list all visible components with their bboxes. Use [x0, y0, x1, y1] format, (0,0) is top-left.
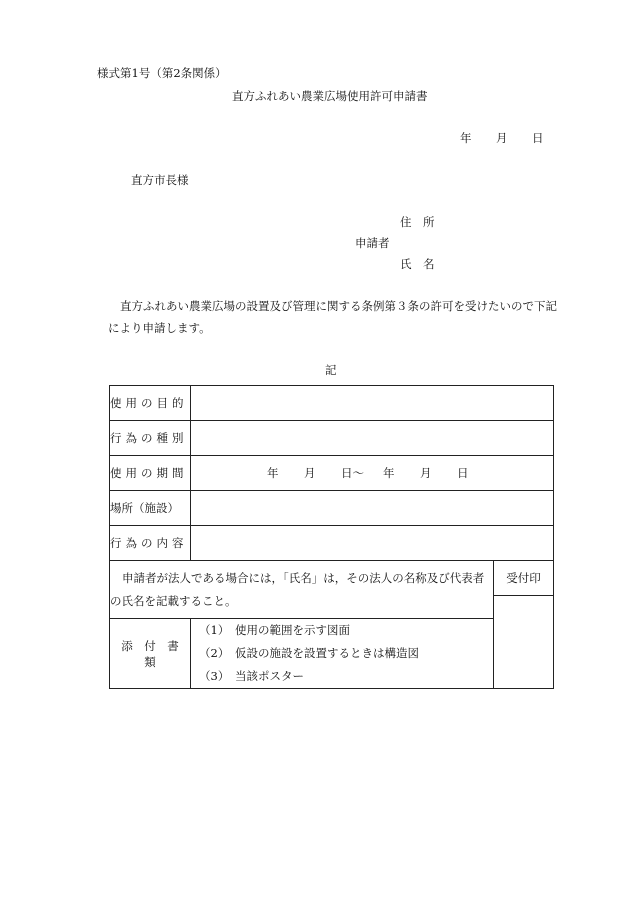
period-start-day: 日〜 — [341, 466, 364, 480]
location-field[interactable] — [191, 491, 554, 526]
name-label: 氏 名 — [400, 257, 435, 271]
table-row — [110, 386, 554, 421]
table-row — [110, 491, 554, 526]
period-end-month: 月 — [420, 466, 432, 480]
table-row — [110, 561, 554, 596]
addressee: 直方市長様 — [131, 173, 189, 187]
period-field[interactable] — [191, 456, 554, 491]
period-start-year: 年 — [267, 466, 279, 480]
date-year: 年 — [460, 131, 472, 145]
table-row — [110, 421, 554, 456]
content-field[interactable] — [191, 526, 554, 561]
address-label: 住 所 — [400, 215, 435, 229]
location-label: 場所（施設） — [110, 491, 191, 526]
attachments-label: 添 付 書 類 — [110, 619, 191, 689]
date-month: 月 — [496, 131, 508, 145]
list-item: （3） 当該ポスター — [199, 669, 304, 683]
purpose-label: 使用の目的 — [110, 386, 191, 421]
applicant-label: 申請者 — [355, 236, 390, 250]
period-end-day: 日 — [457, 466, 469, 480]
period-start-month: 月 — [304, 466, 316, 480]
table-row — [110, 456, 554, 491]
content-label: 行為の内容 — [110, 526, 191, 561]
activity-type-label: 行為の種別 — [110, 421, 191, 456]
stamp-label: 受付印 — [494, 561, 554, 596]
period-label: 使用の期間 — [110, 456, 191, 491]
attachments-list — [191, 619, 494, 689]
list-item: （1） 使用の範囲を示す図面 — [199, 623, 350, 637]
form-number: 様式第1号（第2条関係） — [97, 66, 227, 80]
activity-type-field[interactable] — [191, 421, 554, 456]
table-row — [110, 619, 554, 689]
application-table — [109, 385, 554, 689]
date-day: 日 — [532, 131, 544, 145]
form-title: 直方ふれあい農業広場使用許可申請書 — [232, 89, 428, 103]
list-item: （2） 仮設の施設を設置するときは構造図 — [199, 646, 419, 660]
body-text-line2: により申請します。 — [108, 321, 211, 335]
period-end-year: 年 — [383, 466, 395, 480]
ki-heading: 記 — [325, 363, 337, 377]
table-row — [110, 526, 554, 561]
body-text-line1: 直方ふれあい農業広場の設置及び管理に関する条例第３条の許可を受けたいので下記 — [120, 299, 557, 313]
stamp-box — [494, 596, 554, 689]
purpose-field[interactable] — [191, 386, 554, 421]
corporation-note: 申請者が法人である場合には，「氏名」は，その法人の名称及び代表者の氏名を記載すること。 — [110, 561, 494, 619]
